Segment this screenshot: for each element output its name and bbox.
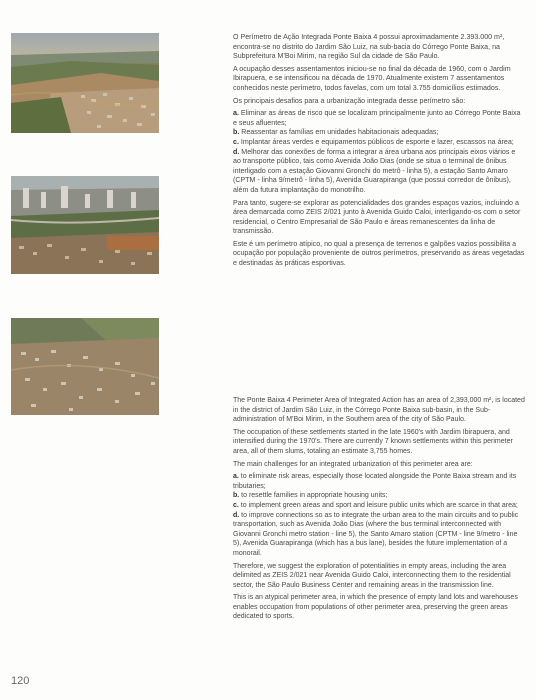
pt-item-d-letter: d. xyxy=(233,147,240,156)
en-item-b xyxy=(233,491,525,501)
pt-paragraph-4: Para tanto, sugere-se explorar as potencialidades dos grandes espaços vazios, incluindo a área demarcada como ZEIS 2/021 junto à Avenida Guido Caloi, interligando-os com o setor residencial, o Centro Empresarial de São Paulo e áreas remanescentes da linha de transmissão. xyxy=(233,198,521,236)
pt-paragraph-1: O Perímetro de Ação Integrada Ponte Baixa 4 possui aproximadamente 2.393.000 m², encontra-se no distrito do Jardim São Luiz, na sub-bacia do Córrego Ponte Baixa, na Subprefeitura M'Boi Mirim, na região Sul da cidade de São Paulo. xyxy=(233,33,505,61)
pt-item-c xyxy=(233,138,525,148)
pt-item-b-letter: b. xyxy=(233,128,240,137)
en-item-d xyxy=(233,511,525,559)
en-item-a xyxy=(233,472,525,491)
pt-paragraph-3: Os principais desafios para a urbanização integrada desse perímetro são: xyxy=(233,96,466,105)
pt-item-c-text: Implantar áreas verdes e equipamentos públicos de esporte e lazer, escassos na área; xyxy=(238,137,514,146)
pt-item-d xyxy=(233,148,525,196)
pt-item-d-text: Melhorar das conexões de forma a integrar a área urbana aos principais eixos viários e ao transporte público, tais como Avenida João Dias (onde se situa o terminal de ônibus interligado com a estação Giovanni Gronchi do metrô - linha 5), a estação Santo Amaro (CPTM - linha 9/metrô - linha 5), Avenida Guarapiranga (que possui corredor de ônibus), além da futura implantação do monotrilho. xyxy=(233,147,516,194)
en-paragraph-3: The main challenges for an integrated urbanization of this perimeter area are: xyxy=(233,460,473,468)
pt-item-a-letter: a. xyxy=(233,109,239,118)
en-item-c-text: to implement green areas and sport and leisure public units which are scarce in that area; xyxy=(238,501,518,509)
en-item-c-letter: c. xyxy=(233,501,239,509)
en-item-b-text: to resettle families in appropriate housing units; xyxy=(239,492,388,500)
pt-paragraph-5: Este é um perímetro atípico, no qual a presença de terrenos e galpões vazios possibilita a ocupação por população proveniente de outros perímetros, preservando as áreas vegetadas e destinadas às práticas esportivas. xyxy=(233,239,525,268)
en-paragraph-1: The Ponte Baixa 4 Perimeter Area of Integrated Action has an area of 2,393,000 m², is located in the district of Jardim São Luiz, in the Córrego Ponte Baixa sub-basin, in the Sub-administration of M'Boi Mirim, in the Southern area of the city of São Paulo. xyxy=(233,397,525,424)
pt-item-b xyxy=(233,128,525,138)
en-item-d-text: to improve connections so as to integrate the urban area to the main circuits and to public transportation, such as Avenida João Dias (where the bus terminal interconnected with Giovanni Gronchi metro station - line 5), the Santo Amaro station (CPTM - line 9/metro - line 5), Avenida Guarapiranga (which has a bus lane), besides the future implementation of a monorail. xyxy=(233,511,519,557)
pt-item-b-text: Reassentar as famílias em unidades habitacionais adequadas; xyxy=(239,128,439,137)
en-paragraph-4: Therefore, we suggest the exploration of potentialities in empty areas, including the area delimited as ZEIS 2/021 near Avenida Guido Caloi, interconnecting them to the residential sector, the São Paulo Business Center and remaining areas in the transmission line. xyxy=(233,562,511,589)
en-paragraph-5: This is an atypical perimeter area, in which the presence of empty land lots and warehouses enables occupation from populations of other perimeter area, preserving the green areas dedicated to sports. xyxy=(233,594,518,621)
pt-item-c-letter: c. xyxy=(233,137,239,146)
aerial-photo-3 xyxy=(11,318,159,415)
portuguese-text xyxy=(233,33,525,272)
pt-item-a xyxy=(233,109,525,128)
en-paragraph-2: The occupation of these settlements started in the late 1960's with Jardim Ibirapuera, and intensified during the 1970's. There are currently 7 known settlements within this perimeter area, all of them slums, totaling an estimate 3,755 homes. xyxy=(233,428,513,455)
en-item-d-letter: d. xyxy=(233,511,240,519)
en-item-c xyxy=(233,501,525,511)
en-item-a-letter: a. xyxy=(233,473,239,481)
aerial-photo-2 xyxy=(11,176,159,274)
english-text xyxy=(233,396,525,625)
en-item-b-letter: b. xyxy=(233,492,240,500)
page-number: 120 xyxy=(11,675,30,687)
en-item-a-text: to eliminate risk areas, especially those located alongside the Ponte Baixa stream and its tributaries; xyxy=(233,473,517,490)
pt-item-a-text: Eliminar as áreas de risco que se localizam principalmente junto ao Córrego Ponte Baixa e seus afluentes; xyxy=(233,109,521,127)
aerial-photo-1 xyxy=(11,33,159,133)
pt-paragraph-2: A ocupação desses assentamentos iniciou-se no final da década de 1960, com o Jardim Ibirapuera, e se intensificou na década de 1970. Atualmente existem 7 assentamentos conhecidos neste perímetro, todos favelas, com um total 3.755 domicílios estimados. xyxy=(233,64,511,92)
